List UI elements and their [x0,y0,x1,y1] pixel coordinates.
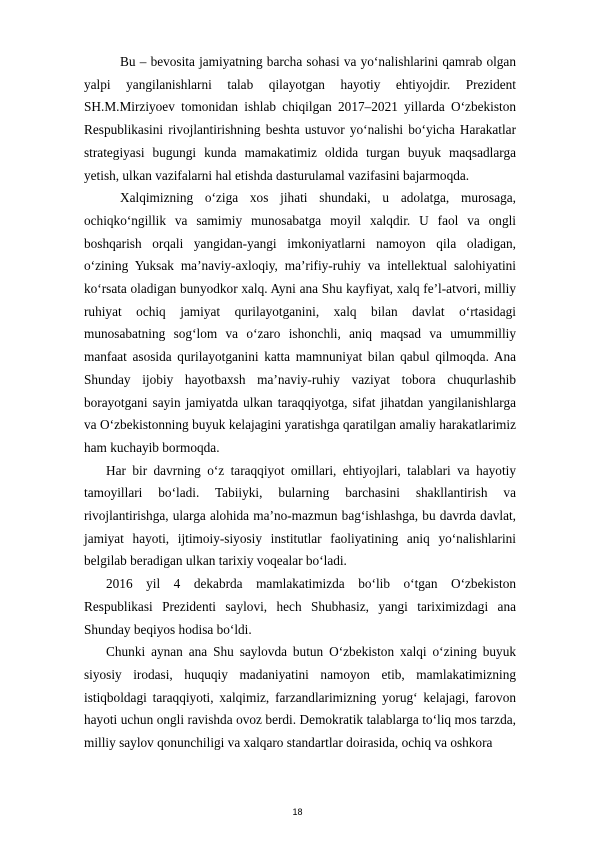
paragraph-5: Chunki aynan ana Shu saylovda butun O‘zbekiston xalqi o‘zining buyuk siyosiy irodasi, huquqiy madaniyatini namoyon etib, mamlakatimizning istiqboldagi taraqqiyoti, xalqimiz, farzandlarimizning yorug‘ kelajagi, farovon hayoti uchun ongli ravishda ovoz berdi. Demokratik talablarga to‘liq mos tarzda, milliy saylov qonunchiligi va xalqaro standartlar doirasida, ochiq va oshkora [84,644,516,751]
paragraph-3: Har bir davrning o‘z taraqqiyot omillari, ehtiyojlari, talablari va hayotiy tamoyillari bo‘ladi. Tabiiyki, bularning barchasini shakllantirish va rivojlantirishga, ularga alohida ma’no-mazmun bag‘ishlashga, bu davrda davlat, jamiyat hayoti, ijtimoiy-siyosiy institutlar faoliyatining aniq yo‘nalishlarini belgilab beradigan ulkan tarixiy voqealar bo‘ladi. [84,462,516,569]
document-body [84,51,516,755]
page-number: 18 [292,807,303,817]
paragraph-4: 2016 yil 4 dekabrda mamlakatimizda bo‘lib o‘tgan O‘zbekiston Respublikasi Prezidenti saylovi, hech Shubhasiz, yangi tariximizdagi ana Shunday beqiyos hodisa bo‘ldi. [84,576,516,637]
paragraph-1: Bu – bevosita jamiyatning barcha sohasi va yo‘nalishlarini qamrab olgan yalpi yangilanishlarni talab qilayotgan hayotiy ehtiyojdir. Prezident SH.M.Mirziyoev tomonidan ishlab chiqilgan 2017–2021 yillarda O‘zbekiston Respublikasini rivojlantirishning beshta ustuvor yo‘nalishi bo‘yicha Harakatlar strategiyasi bugungi kunda mamakatimiz oldida turgan buyuk maqsadlarga yetish, ulkan vazifalarni hal etishda dasturulamal vazifasini bajarmoqda. [84,54,516,183]
paragraph-2: Xalqimizning o‘ziga xos jihati shundaki, u adolatga, murosaga, ochiqko‘ngillik va samimiy munosabatga moyil xalqdir. U faol va ongli boshqarish orqali yangidan-yangi imkoniyatlarni namoyon qila oladigan, o‘zining Yuksak ma’naviy-axloqiy, ma’rifiy-ruhiy va intellektual salohiyatini ko‘rsata oladigan bunyodkor xalq. Ayni ana Shu kayfiyat, xalq fe’l-atvori, milliy ruhiyat ochiq jamiyat qurilayotganini, xalq bilan davlat o‘rtasidagi munosabatning sog‘lom va o‘zaro ishonchli, aniq maqsad va umummilliy manfaat asosida qurilayotganini katta mamnuniyat bilan qabul qilmoqda. Ana Shunday ijobiy hayotbaxsh ma’naviy-ruhiy vaziyat tobora chuqurlashib borayotgani sayin jamiyatda ulkan taraqqiyotga, sifat jihatdan yangilanishlarga va O‘zbekistonning buyuk kelajagini yaratishga qaratilgan amaliy harakatlarimiz ham kuchayib bormoqda. [84,190,516,455]
